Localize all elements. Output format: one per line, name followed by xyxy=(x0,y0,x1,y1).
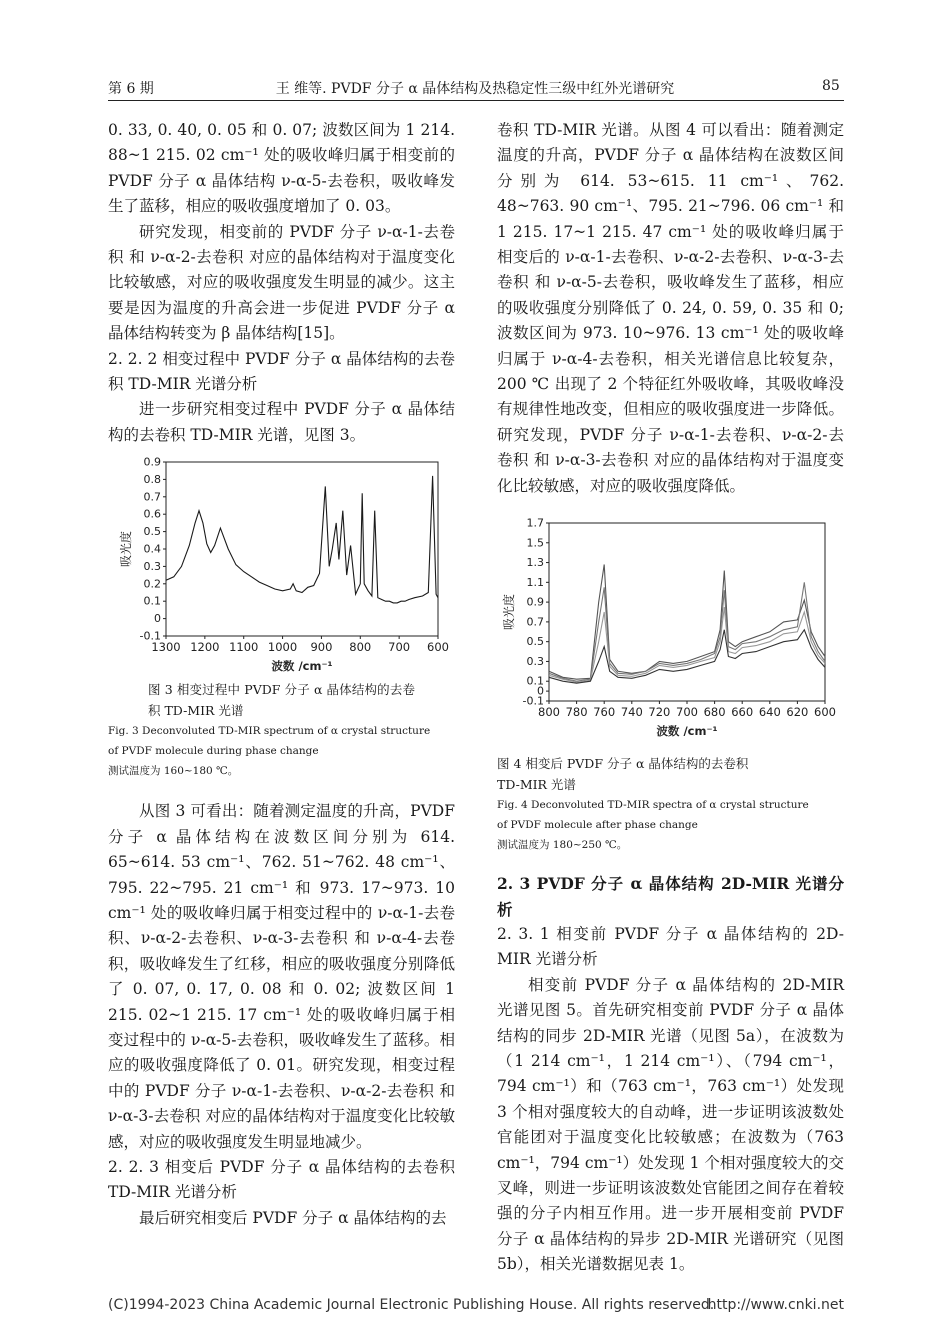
x-tick-label: 720 xyxy=(648,705,671,720)
header-title: 王 维等. PVDF 分子 α 晶体结构及热稳定性三级中红外光谱研究 xyxy=(275,81,675,97)
figure-3-caption-cn: 图 3 相变过程中 PVDF 分子 α 晶体结构的去卷积 TD-MIR 光谱 xyxy=(148,682,415,719)
right-paragraph-2: 相变前 PVDF 分子 α 晶体结构的 2D-MIR 光谱见图 5。首先研究相变前 PVDF 分子 α 晶体结构的同步 2D-MIR 光谱（见图 5a），在波数为（1 214 cm⁻¹，1 214 cm⁻¹）、（794 cm⁻¹，794 cm⁻¹）和（763 cm⁻¹，763 cm⁻¹）处发现 3 个相对强度较大的自动峰，进一步证明该波数处官能团对于温度变化比较敏感；在波数为（763 cm⁻¹，794 cm⁻¹）处发现 1 个相对强度较大的交叉峰，则进一步证明该波数处官能团之间存在着较强的分子内相互作用。进一步开展相变前 PVDF 分子 α 晶体结构的异步 2D-MIR 光谱研究（见图 5b），相关光谱数据见表 1。 xyxy=(497,975,844,1274)
x-tick-label: 660 xyxy=(731,705,754,720)
right-column xyxy=(497,118,844,1278)
section-2-2-2-heading: 2. 2. 2 相变过程中 PVDF 分子 α 晶体结构的去卷积 TD-MIR 光谱分析 xyxy=(108,349,455,394)
y-tick-label: 0.4 xyxy=(143,542,161,556)
x-tick-label: 680 xyxy=(703,705,726,720)
series-line xyxy=(549,607,825,682)
footer-copyright: (C)1994-2023 China Academic Journal Electronic Publishing House. All rights reserved. xyxy=(108,1297,715,1313)
x-tick-label: 800 xyxy=(538,705,560,720)
y-tick-label: -0.1 xyxy=(522,694,544,708)
x-tick-label: 700 xyxy=(676,705,698,720)
y-tick-label: 0.5 xyxy=(526,635,544,649)
y-tick-label: 1.5 xyxy=(526,536,544,550)
x-tick-label: 1100 xyxy=(229,640,259,655)
x-tick-label: 1200 xyxy=(190,640,220,655)
y-tick-label: 0.2 xyxy=(143,577,161,591)
footer xyxy=(108,1297,844,1313)
header-issue: 第 6 期 xyxy=(108,81,154,97)
figure-4-test-temp: 测试温度为 180~250 ℃。 xyxy=(497,839,628,852)
figure-4-caption-en-2: of PVDF molecule after phase change xyxy=(497,819,698,832)
section-2-3-heading: 2. 3 PVDF 分子 α 晶体结构 2D-MIR 光谱分析 xyxy=(497,874,844,919)
x-tick-label: 1300 xyxy=(151,640,181,655)
y-tick-label: 0.7 xyxy=(526,615,544,629)
figure-3-test-temp: 测试温度为 160~180 ℃。 xyxy=(108,765,239,778)
series-line xyxy=(549,582,825,681)
header-page-number: 85 xyxy=(822,78,840,94)
left-paragraph-3: 进一步研究相变过程中 PVDF 分子 α 晶体结构的去卷积 TD-MIR 光谱，见图 3。 xyxy=(108,400,455,444)
figure-3-chart xyxy=(108,454,455,679)
y-axis-label: 吸光度 xyxy=(502,594,516,631)
x-tick-label: 600 xyxy=(427,640,449,655)
x-tick-label: 600 xyxy=(814,705,836,720)
x-tick-label: 740 xyxy=(620,705,643,720)
series-line xyxy=(549,565,825,680)
section-2-3-1-heading: 2. 3. 1 相变前 PVDF 分子 α 晶体结构的 2D-MIR 光谱分析 xyxy=(497,924,844,969)
right-paragraph-1: 卷积 TD-MIR 光谱。从图 4 可以看出：随着测定温度的升高，PVDF 分子 α 晶体结构在波数区间分别为 614. 53~615. 11 cm⁻¹、762. 48~763. 90 cm⁻¹、795. 21~796. 06 cm⁻¹ 和 1 215. 17~1 215. 47 cm⁻¹ 处的吸收峰归属于相变后的 ν-α-1-去卷积、ν-α-2-去卷积、ν-α-3-去卷积 和 ν-α-5-去卷积，吸收峰发生了蓝移，相应的吸收强度分别降低了 0. 24, 0. 59, 0. 35 和 0; 波数区间为 973. 10~976. 13 cm⁻¹ 处的吸收峰归属于 ν-α-4-去卷积，相关光谱信息比较复杂，200 ℃ 出现了 2 个特征红外吸收峰，其吸收峰没有规律性地改变，但相应的吸收强度进一步降低。研究发现，PVDF 分子 ν-α-1-去卷积、ν-α-2-去卷积 和 ν-α-3-去卷积 对应的晶体结构对于温度变化比较敏感，对应的吸收强度降低。 xyxy=(497,121,844,495)
figure-3 xyxy=(108,454,455,679)
x-axis-label: 波数 /cm⁻¹ xyxy=(271,659,333,674)
footer-url: http://www.cnki.net xyxy=(707,1297,844,1313)
left-paragraph-5: 最后研究相变后 PVDF 分子 α 晶体结构的去 xyxy=(139,1208,447,1227)
figure-3-caption-en-1: Fig. 3 Deconvoluted TD-MIR spectrum of α crystal structure xyxy=(108,725,431,738)
y-axis-label: 吸光度 xyxy=(119,531,133,568)
figure-4-caption-en-1: Fig. 4 Deconvoluted TD-MIR spectra of α crystal structure xyxy=(497,799,809,812)
x-tick-label: 760 xyxy=(593,705,616,720)
x-tick-label: 780 xyxy=(565,705,588,720)
figure-4-caption-cn-2: TD-MIR 光谱 xyxy=(497,777,576,793)
x-tick-label: 620 xyxy=(786,705,809,720)
y-tick-label: 0.3 xyxy=(143,560,161,574)
y-tick-label: 1.3 xyxy=(526,556,544,570)
y-tick-label: 0.3 xyxy=(526,655,544,669)
y-tick-label: 0.1 xyxy=(526,674,544,688)
left-paragraph-1: 0. 33, 0. 40, 0. 05 和 0. 07; 波数区间为 1 214. 88~1 215. 02 cm⁻¹ 处的吸收峰归属于相变前的 PVDF 分子 α 晶体结构 ν-α-5-去卷积，吸收峰发生了蓝移，相应的吸收强度增加了 0. 03。 xyxy=(108,121,455,216)
y-tick-label: 0 xyxy=(154,612,161,626)
figure-3-caption-en-2: of PVDF molecule during phase change xyxy=(108,745,319,758)
y-tick-label: 0 xyxy=(537,684,544,698)
left-paragraph-2: 研究发现，相变前的 PVDF 分子 ν-α-1-去卷积 和 ν-α-2-去卷积 对应的晶体结构对于温度变化比较敏感，对应的吸收强度发生明显的减少。这主要是因为温度的升高会进一步促进 PVDF 分子 α 晶体结构转变为 β 晶体结构[15]。 xyxy=(108,222,455,343)
x-tick-label: 1000 xyxy=(267,640,298,655)
series-line xyxy=(166,476,438,603)
y-tick-label: 0.9 xyxy=(526,595,544,609)
left-column xyxy=(108,118,455,1231)
plot-frame xyxy=(166,462,438,636)
x-tick-label: 900 xyxy=(310,640,333,655)
x-tick-label: 700 xyxy=(388,640,411,655)
y-tick-label: 0.7 xyxy=(143,490,161,504)
y-tick-label: 0.6 xyxy=(143,507,161,521)
y-tick-label: 0.9 xyxy=(143,455,161,469)
y-tick-label: 0.8 xyxy=(143,473,161,487)
x-axis-label: 波数 /cm⁻¹ xyxy=(656,724,718,739)
figure-4-caption-cn-1: 图 4 相变后 PVDF 分子 α 晶体结构的去卷积 xyxy=(497,756,749,772)
figure-4-chart xyxy=(497,517,844,749)
x-tick-label: 800 xyxy=(349,640,372,655)
x-tick-label: 640 xyxy=(758,705,781,720)
header-rule xyxy=(108,100,844,101)
figure-4 xyxy=(497,517,844,749)
y-tick-label: 1.1 xyxy=(526,575,544,589)
left-paragraph-4: 从图 3 可看出：随着测定温度的升高，PVDF 分子 α 晶体结构在波数区间分别为 614. 65~614. 53 cm⁻¹、762. 51~762. 48 cm⁻¹、795. 22~795. 21 cm⁻¹ 和 973. 17~973. 10 cm⁻¹ 处的吸收峰归属于相变过程中的 ν-α-1-去卷积、ν-α-2-去卷积、ν-α-3-去卷积 和 ν-α-4-去卷积，吸收峰发生了红移，相应的吸收强度分别降低了 0. 07, 0. 17, 0. 08 和 0. 02; 波数区间 1 215. 02~1 215. 17 cm⁻¹ 处的吸收峰归属于相变过程中的 ν-α-5-去卷积，吸收峰发生了蓝移。相应的吸收强度降低了 0. 01。研究发现，相变过程中的 PVDF 分子 ν-α-1-去卷积、ν-α-2-去卷积 和 ν-α-3-去卷积 对应的晶体结构对于温度变化比较敏感，对应的吸收强度发生明显地减少。 xyxy=(108,802,455,1151)
section-2-2-3-heading: 2. 2. 3 相变后 PVDF 分子 α 晶体结构的去卷积 TD-MIR 光谱分析 xyxy=(108,1157,455,1202)
y-tick-label: 0.5 xyxy=(143,525,161,539)
y-tick-label: 1.7 xyxy=(526,517,544,530)
y-tick-label: 0.1 xyxy=(143,594,161,608)
y-tick-label: -0.1 xyxy=(139,629,161,643)
